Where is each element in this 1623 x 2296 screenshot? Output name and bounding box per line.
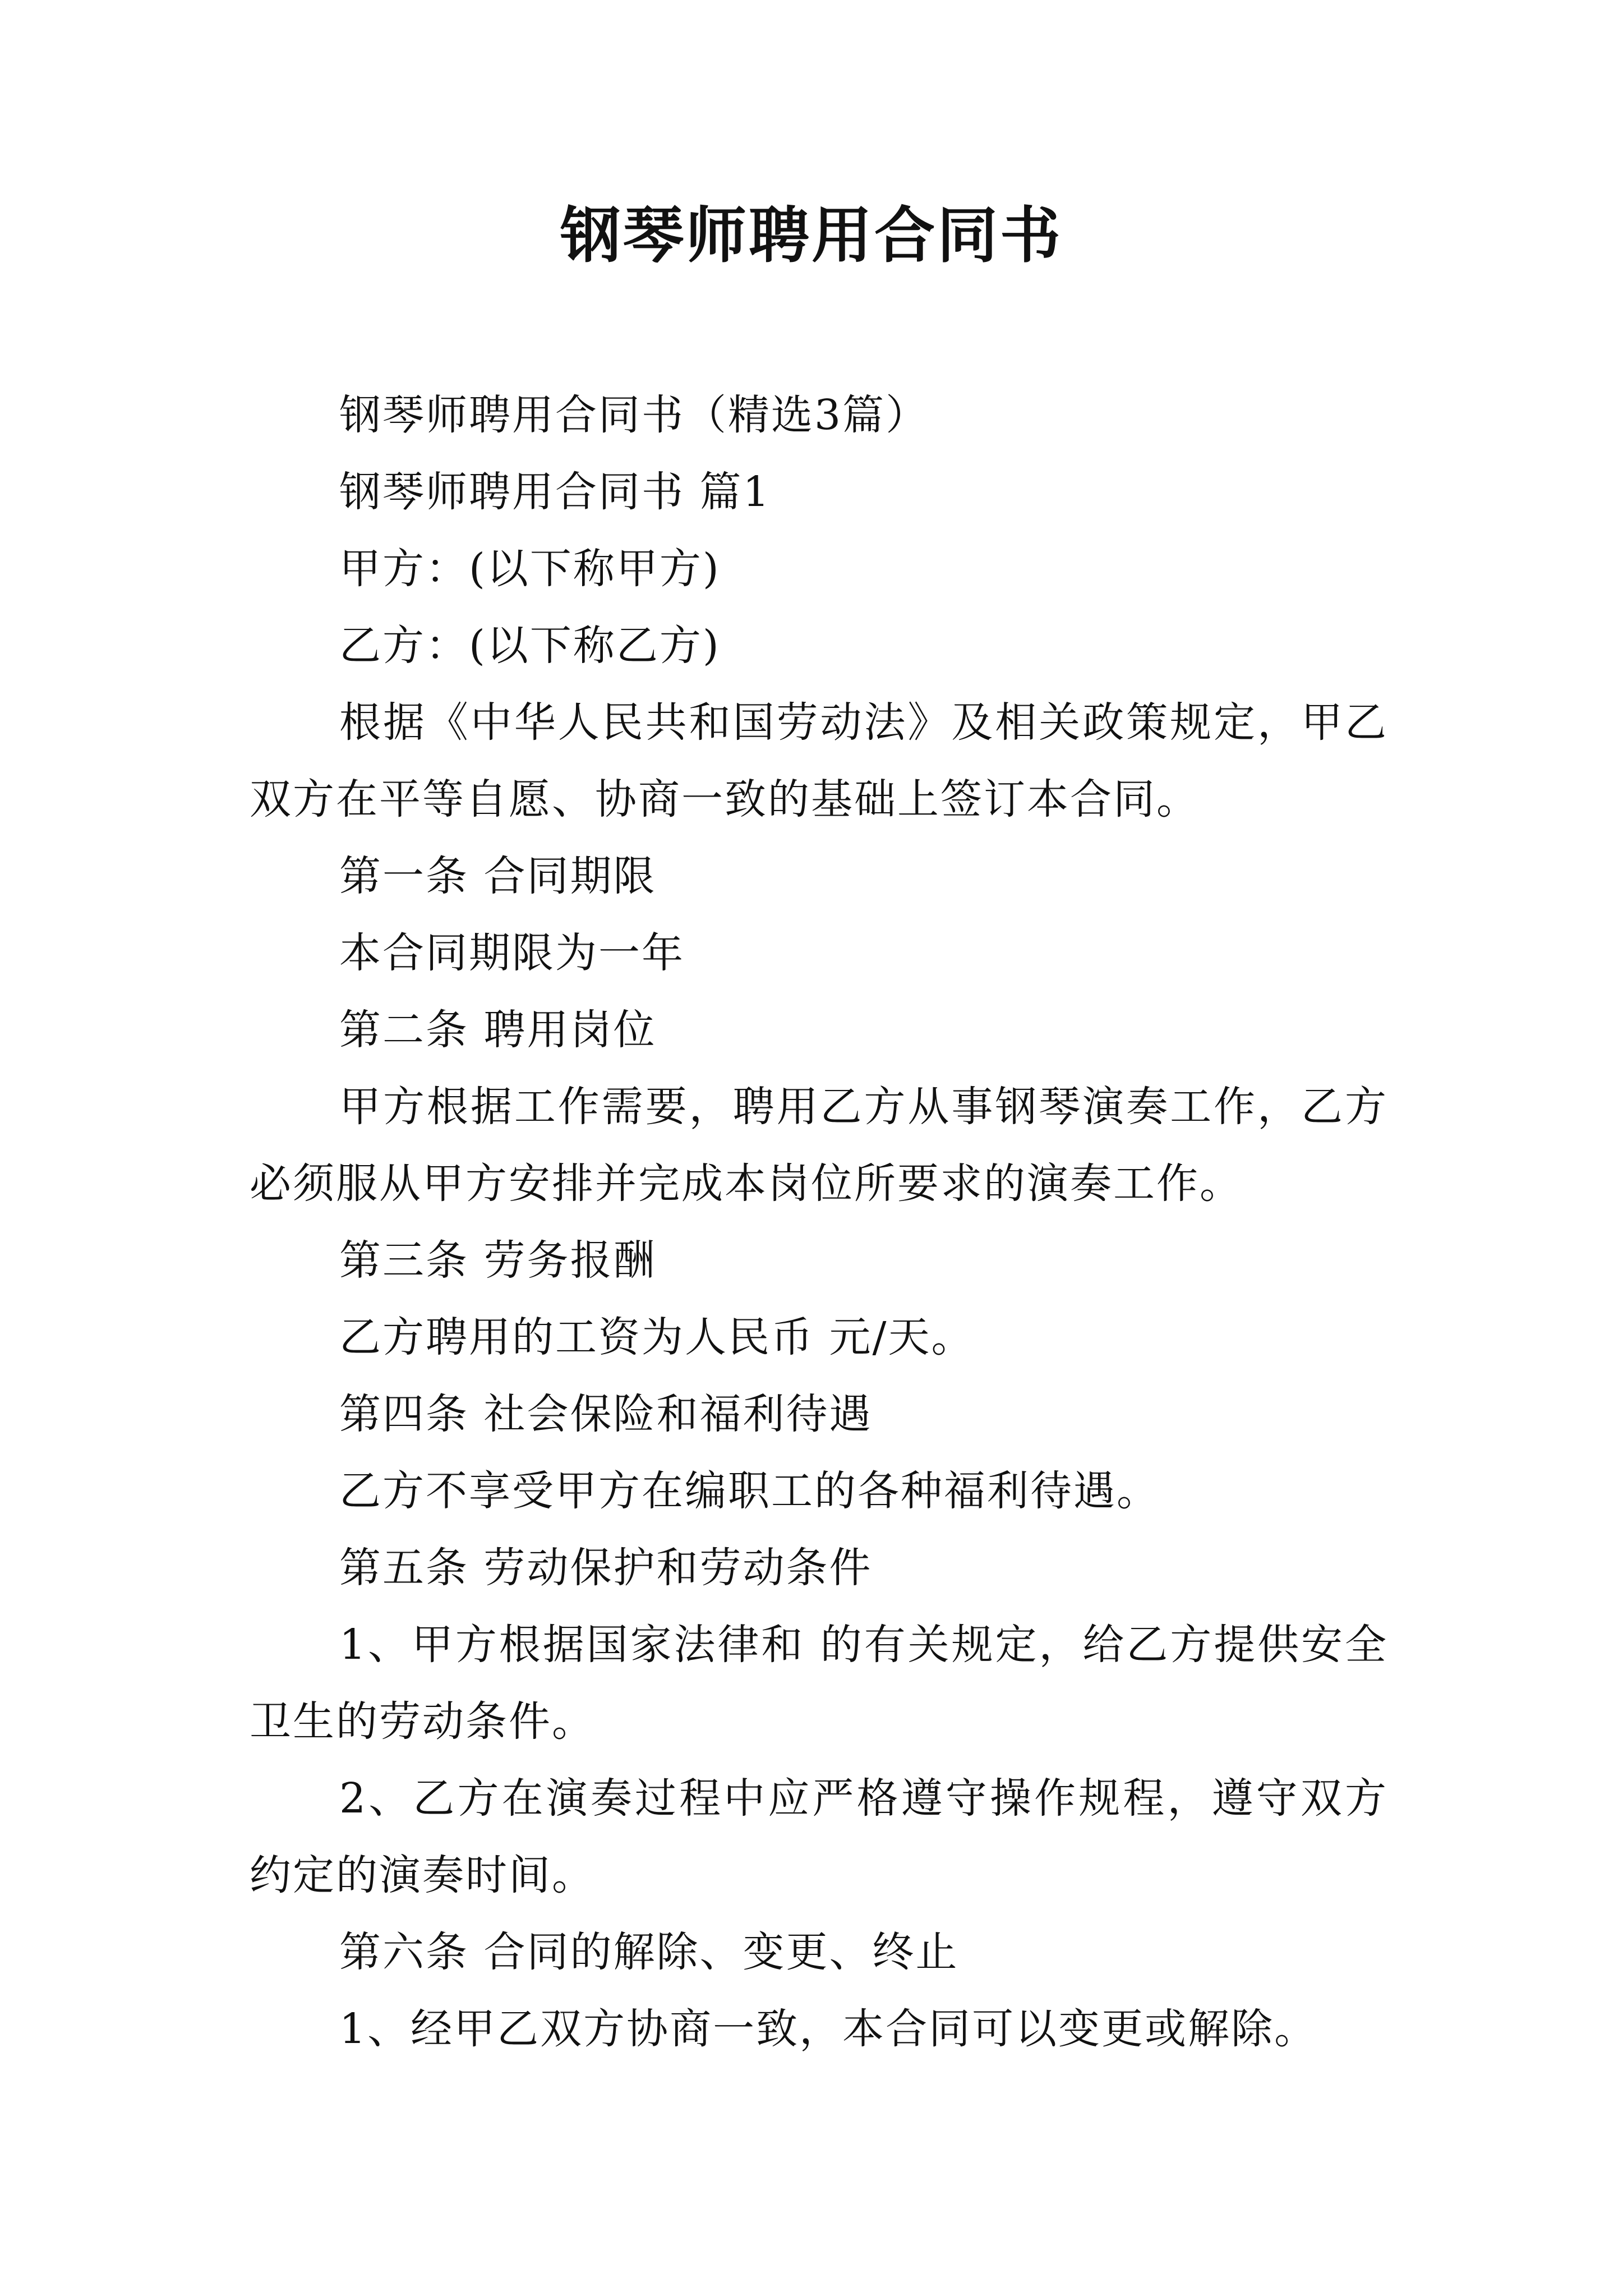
paragraph: 1、经甲乙双方协商一致，本合同可以变更或解除。 <box>339 2005 1318 2053</box>
paragraph: 根据《中华人民共和国劳动法》及相关政策规定，甲乙双方在平等自愿、协商一致的基础上签订本合同。 <box>250 698 1388 823</box>
paragraph: 钢琴师聘用合同书（精选3篇） <box>339 391 929 439</box>
paragraph: 第三条 劳务报酬 <box>339 1236 657 1285</box>
paragraph: 本合同期限为一年 <box>339 929 685 977</box>
paragraph: 甲方根据工作需要，聘用乙方从事钢琴演奏工作，乙方必须服从甲方安排并完成本岗位所要求的演奏工作。 <box>250 1083 1388 1208</box>
paragraph: 第四条 社会保险和福利待遇 <box>339 1390 873 1438</box>
document-title: 钢琴师聘用合同书 <box>560 200 1063 271</box>
paragraph: 钢琴师聘用合同书 篇1 <box>339 468 771 516</box>
paragraph: 乙方聘用的工资为人民币 元/天。 <box>339 1313 975 1361</box>
document-body <box>250 377 1388 2068</box>
paragraph: 1、甲方根据国家法律和 的有关规定，给乙方提供安全卫生的劳动条件。 <box>250 1621 1388 1746</box>
paragraph: 乙方不享受甲方在编职工的各种福利待遇。 <box>339 1467 1160 1515</box>
paragraph: 乙方：(以下称乙方) <box>339 622 721 670</box>
paragraph: 第一条 合同期限 <box>339 852 657 900</box>
paragraph: 2、乙方在演奏过程中应严格遵守操作规程，遵守双方约定的演奏时间。 <box>250 1774 1388 1899</box>
paragraph: 第二条 聘用岗位 <box>339 1006 657 1054</box>
paragraph: 第六条 合同的解除、变更、终止 <box>339 1928 959 1976</box>
paragraph: 第五条 劳动保护和劳动条件 <box>339 1544 873 1592</box>
paragraph: 甲方：(以下称甲方) <box>339 545 721 593</box>
